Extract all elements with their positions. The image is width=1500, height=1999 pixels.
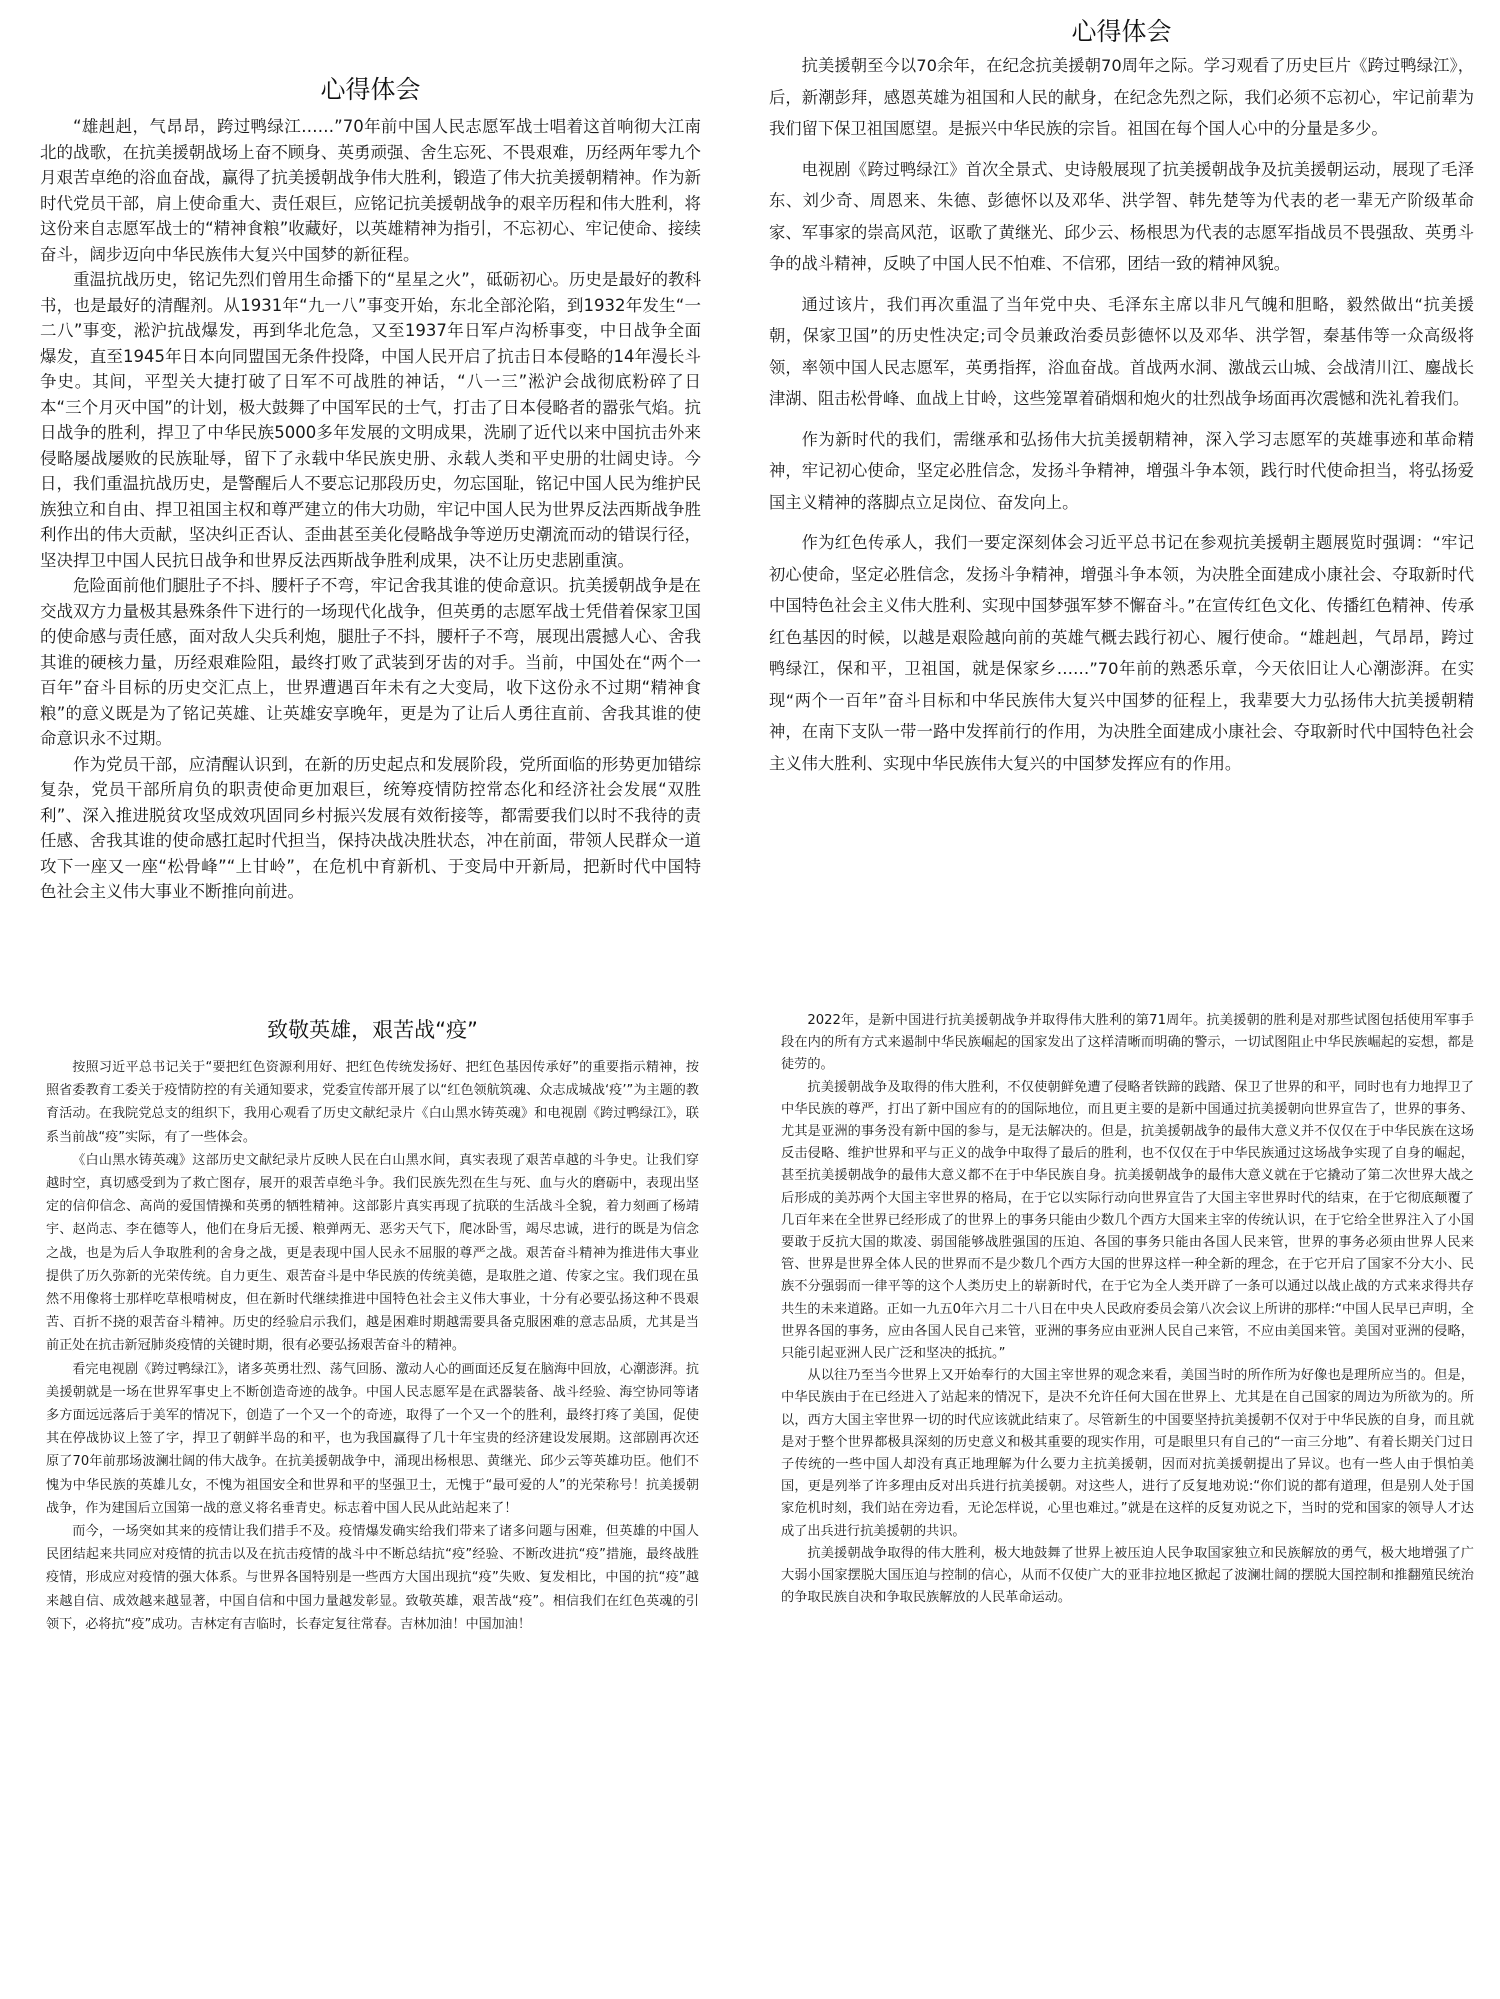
essay-panel-3 bbox=[0, 1002, 741, 1999]
essay-title: 心得体会 bbox=[1071, 17, 1172, 46]
essay-panel-1 bbox=[0, 0, 741, 1002]
paragraph: 作为新时代的我们，需继承和弘扬伟大抗美援朝精神，深入学习志愿军的英雄事迹和革命精神，牢记初心使命，坚定必胜信念，发扬斗争精神，增强斗争本领，践行时代使命担当，将弘扬爱国主义精神的落脚点立足岗位、奋发向上。 bbox=[769, 429, 1474, 512]
paragraph: 抗美援朝战争取得的伟大胜利，极大地鼓舞了世界上被压迫人民争取国家独立和民族解放的勇气，极大地增强了广大弱小国家摆脱大国压迫与控制的信心，从而不仅使广大的亚非拉地区掀起了波澜壮阔的摆脱大国控制和推翻殖民统治的争取民族自决和争取民族解放的人民革命运动。 bbox=[781, 1545, 1474, 1606]
paragraph: 抗美援朝至今以70余年，在纪念抗美援朝70周年之际。学习观看了历史巨片《跨过鸭绿江》，后，新潮彭拜，感恩英雄为祖国和人民的献身，在纪念先烈之际，我们必须不忘初心，牢记前辈为我们留下保卫祖国愿望。是振兴中华民族的宗旨。祖国在每个国人心中的分量是多少。 bbox=[769, 56, 1474, 138]
paragraph: 而今，一场突如其来的疫情让我们措手不及。疫情爆发确实给我们带来了诸多问题与困难，但英雄的中国人民团结起来共同应对疫情的抗击以及在抗击疫情的战斗中不断总结抗“疫”经验、不断改进抗“疫”措施，最终战胜疫情，形成应对疫情的强大体系。与世界各国特别是一些西方大国出现抗“疫”失败、复发相比，中国的抗“疫”越来越自信、成效越来越显著，中国自信和中国力量越发彰显。致敬英雄，艰苦战“疫”。相信我们在红色英魂的引领下，必将抗“疫”成功。吉林定有吉临时，长春定复往常春。吉林加油！中国加油！ bbox=[46, 1524, 699, 1632]
paragraph: 《白山黑水铸英魂》这部历史文献纪录片反映人民在白山黑水间，真实表现了艰苦卓越的斗争史。让我们穿越时空，真切感受到为了救亡图存，展开的艰苦卓绝斗争。我们民族先烈在生与死、血与火的磨砺中，表现出坚定的信仰信念、高尚的爱国情操和英勇的牺牲精神。这部影片真实再现了抗联的生活战斗全貌，着力刻画了杨靖宇、赵尚志、李在德等人，他们在身后无援、粮弹两无、恶劣天气下，爬冰卧雪，竭尽忠诚，进行的既是为信念之战，也是为后人争取胜利的舍身之战，更是表现中国人民永不屈服的尊严之战。艰苦奋斗精神为推进伟大事业提供了历久弥新的光荣传统。自力更生、艰苦奋斗是中华民族的传统美德，是取胜之道、传家之宝。我们现在虽然不用像将士那样吃草根啃树皮，但在新时代继续推进中国特色社会主义伟大事业，十分有必要弘扬这种不畏艰苦、百折不挠的艰苦奋斗精神。历史的经验启示我们，越是困难时期越需要具备克服困难的意志品质，尤其是当前正处在抗击新冠肺炎疫情的关键时期，很有必要弘扬艰苦奋斗的精神。 bbox=[46, 1152, 699, 1354]
essay-title: 致敬英雄，艰苦战“疫” bbox=[267, 1018, 478, 1042]
paragraph: 通过该片，我们再次重温了当年党中央、毛泽东主席以非凡气魄和胆略，毅然做出“抗美援朝，保家卫国”的历史性决定;司令员兼政治委员彭德怀以及邓华、洪学智，秦基伟等一众高级将领，率领中国人民志愿军，英勇指挥，浴血奋战。首战两水洞、激战云山城、会战清川江、鏖战长津湖、阻击松骨峰、血战上甘岭，这些笼罩着硝烟和炮火的壮烈战争场面再次震憾和洗礼着我们。 bbox=[769, 294, 1474, 408]
paragraph: 抗美援朝战争及取得的伟大胜利，不仅使朝鲜免遭了侵略者铁蹄的践踏、保卫了世界的和平，同时也有力地捍卫了中华民族的尊严，打出了新中国应有的的国际地位，而且更主要的是新中国通过抗美援朝向世界宣告了，世界的事务、尤其是亚洲的事务没有新中国的参与，是无法解决的。但是，抗美援朝战争的最伟大意义并不仅仅在于中华民族在这场反击侵略、维护世界和平与正义的战争中取得了最后的胜利，也不仅仅在于中华民族通过这场战争实现了自身的崛起，甚至抗美援朝战争的最伟大意义都不在于中华民族自身。抗美援朝战争的最伟大意义就在于它撬动了第二次世界大战之后形成的美苏两个大国主宰世界的格局，在于它以实际行动向世界宣告了大国主宰世界时代的结束，在于它彻底颠覆了几百年来在全世界已经形成了的世界上的事务只能由少数几个西方大国来主宰的传统认识，在于它给全世界注入了小国要敢于反抗大国的欺凌、弱国能够战胜强国的压迫、各国的事务只能由各国人民来管，世界的事务必须由世界人民来管、世界是世界全体人民的世界而不是少数几个西方大国的世界这样一种全新的理念，在于它开启了国家不分大小、民族不分强弱而一律平等的这个人类历史上的崭新时代，在于它为全人类开辟了一条可以通过以战止战的方式来求得共存共生的未来道路。正如一九五0年六月二十八日在中央人民政府委员会第八次会议上所讲的那样:“中国人民早已声明，全世界各国的事务，应由各国人民自己来管，亚洲的事务应由亚洲人民自己来管，不应由美国来管。美国对亚洲的侵略，只能引起亚洲人民广泛和坚决的抵抗。” bbox=[781, 1079, 1474, 1362]
paragraph: “雄赳赳，气昂昂，跨过鸭绿江……”70年前中国人民志愿军战士唱着这首响彻大江南北的战歌，在抗美援朝战场上奋不顾身、英勇顽强、舍生忘死、不畏艰难，历经两年零九个月艰苦卓绝的浴血奋战，赢得了抗美援朝战争伟大胜利，锻造了伟大抗美援朝精神。作为新时代党员干部，肩上使命重大、责任艰巨，应铭记抗美援朝战争的艰辛历程和伟大胜利，将这份来自志愿军战士的“精神食粮”收藏好，以英雄精神为指引，不忘初心、牢记使命、接续奋斗，阔步迈向中华民族伟大复兴中国梦的新征程。 bbox=[40, 117, 701, 264]
paragraph: 从以往乃至当今世界上又开始奉行的大国主宰世界的观念来看，美国当时的所作所为好像也是理所应当的。但是，中华民族由于在已经进入了站起来的情况下，是决不允许任何大国在世界上、尤其是在自己国家的周边为所欲为的。所以，西方大国主宰世界一切的时代应该就此结束了。尽管新生的中国要坚持抗美援朝不仅对于中华民族的自身，而且就是对于整个世界都极具深刻的历史意义和极其重要的现实作用，可是眼里只有自己的“一亩三分地”、有着长期关门过日子传统的一些中国人却没有真正地理解为什么要力主抗美援朝，因而对抗美援朝提出了异议。也有一些人由于惧怕美国，更是列举了许多理由反对出兵进行抗美援朝。对这些人，进行了反复地劝说:“你们说的都有道理，但是别人处于国家危机时刻，我们站在旁边看，无论怎样说，心里也难过。”就是在这样的反复劝说之下，当时的党和国家的领导人才达成了出兵进行抗美援朝的共识。 bbox=[781, 1368, 1474, 1539]
essay-body bbox=[40, 114, 701, 905]
paragraph: 作为党员干部，应清醒认识到，在新的历史起点和发展阶段，党所面临的形势更加错综复杂，党员干部所肩负的职责使命更加艰巨，统筹疫情防控常态化和经济社会发展“双胜利”、深入推进脱贫攻坚成效巩固同乡村振兴发展有效衔接等，都需要我们以时不我待的责任感、舍我其谁的使命感扛起时代担当，保持决战决胜状态，冲在前面，带领人民群众一道攻下一座又一座“松骨峰”“上甘岭”，在危机中育新机、于变局中开新局，把新时代中国特色社会主义伟大事业不断推向前进。 bbox=[40, 754, 701, 901]
essay-panel-4 bbox=[741, 1002, 1500, 1999]
paragraph: 按照习近平总书记关于“要把红色资源利用好、把红色传统发扬好、把红色基因传承好”的重要指示精神，按照省委教育工委关于疫情防控的有关通知要求，党委宣传部开展了以“红色领航筑魂、众志成城战‘疫’”为主题的教育活动。在我院党总支的组织下，我用心观看了历史文献纪录片《白山黑水铸英魂》和电视剧《跨过鸭绿江》，联系当前战“疫”实际，有了一些体会。 bbox=[46, 1060, 699, 1145]
paragraph: 重温抗战历史，铭记先烈们曾用生命播下的“星星之火”，砥砺初心。历史是最好的教科书，也是最好的清醒剂。从1931年“九一八”事变开始，东北全部沦陷，到1932年发生“一二八”事变，淞沪抗战爆发，再到华北危急，又至1937年日军卢沟桥事变，中日战争全面爆发，直至1945年日本向同盟国无条件投降，中国人民开启了抗击日本侵略的14年漫长斗争史。其间，平型关大捷打破了日军不可战胜的神话，“八一三”淞沪会战彻底粉碎了日本“三个月灭中国”的计划，极大鼓舞了中国军民的士气，打击了日本侵略者的嚣张气焰。抗日战争的胜利，捍卫了中华民族5000多年发展的文明成果，洗刷了近代以来中国抗击外来侵略屡战屡败的民族耻辱，留下了永载中华民族史册、永载人类和平史册的壮阔史诗。今日，我们重温抗战历史，是警醒后人不要忘记那段历史，勿忘国耻，铭记中国人民为维护民族独立和自由、捍卫祖国主权和尊严建立的伟大功勋，牢记中国人民为世界反法西斯战争胜利作出的伟大贡献，坚决纠正否认、歪曲甚至美化侵略战争等逆历史潮流而动的错误行径，坚决捍卫中国人民抗日战争和世界反法西斯战争胜利成果，决不让历史悲剧重演。 bbox=[40, 270, 701, 570]
paragraph: 危险面前他们腿肚子不抖、腰杆子不弯，牢记舍我其谁的使命意识。抗美援朝战争是在交战双方力量极其悬殊条件下进行的一场现代化战争，但英勇的志愿军战士凭借着保家卫国的使命感与责任感，面对敌人尖兵利炮，腿肚子不抖，腰杆子不弯，展现出震撼人心、舍我其谁的硬核力量，历经艰难险阻，最终打败了武装到牙齿的对手。当前，中国处在“两个一百年”奋斗目标的历史交汇点上，世界遭遇百年未有之大变局，收下这份永不过期“精神食粮”的意义既是为了铭记英雄、让英雄安享晚年，更是为了让后人勇往直前、舍我其谁的使命意识永不过期。 bbox=[40, 576, 701, 748]
paragraph: 看完电视剧《跨过鸭绿江》，诸多英勇壮烈、荡气回肠、激动人心的画面还反复在脑海中回放，心潮澎湃。抗美援朝就是一场在世界军事史上不断创造奇迹的战争。中国人民志愿军是在武器装备、战斗经验、海空协同等诸多方面远远落后于美军的情况下，创造了一个又一个的奇迹，取得了一个又一个的胜利，最终打疼了美国，促使其在停战协议上签了字，捍卫了朝鲜半岛的和平，也为我国赢得了几十年宝贵的经济建设发展期。这部剧再次还原了70年前那场波澜壮阔的伟大战争。在抗美援朝战争中，涌现出杨根思、黄继光、邱少云等英雄功臣。他们不愧为中华民族的英雄儿女，不愧为祖国安全和世界和平的坚强卫士，无愧于“最可爱的人”的光荣称号！抗美援朝战争，作为建国后立国第一战的意义将名垂青史。标志着中国人民从此站起来了！ bbox=[46, 1361, 699, 1516]
essay-body bbox=[781, 1010, 1474, 1609]
essay-body bbox=[46, 1056, 699, 1636]
paragraph: 作为红色传承人，我们一要定深刻体会习近平总书记在参观抗美援朝主题展览时强调：“牢记初心使命，坚定必胜信念，发扬斗争精神，增强斗争本领，为决胜全面建成小康社会、夺取新时代中国特色社会主义伟大胜利、实现中国梦强军梦不懈奋斗。”在宣传红色文化、传播红色精神、传承红色基因的时候，以越是艰险越向前的英雄气概去践行初心、履行使命。“雄赳赳，气昂昂，跨过鸭绿江，保和平，卫祖国，就是保家乡……”70年前的熟悉乐章，今天依旧让人心潮澎湃。在实现“两个一百年”奋斗目标和中华民族伟大复兴中国梦的征程上，我辈要大力弘扬伟大抗美援朝精神，在南下支队一带一路中发挥前行的作用，为决胜全面建成小康社会、夺取新时代中国特色社会主义伟大胜利、实现中华民族伟大复兴的中国梦发挥应有的作用。 bbox=[769, 533, 1474, 773]
paragraph: 电视剧《跨过鸭绿江》首次全景式、史诗般展现了抗美援朝战争及抗美援朝运动，展现了毛泽东、刘少奇、周恩来、朱德、彭德怀以及邓华、洪学智、韩先楚等为代表的老一辈无产阶级革命家、军事家的崇高风范，讴歌了黄继光、邱少云、杨根思为代表的志愿军指战员不畏强敌、英勇斗争的战斗精神，反映了中国人民不怕难、不信邪，团结一致的精神风貌。 bbox=[769, 159, 1474, 273]
paragraph: 2022年，是新中国进行抗美援朝战争并取得伟大胜利的第71周年。抗美援朝的胜利是对那些试图包括使用军事手段在内的所有方式来遏制中华民族崛起的国家发出了这样清晰而明确的警示，一切试图阻止中华民族崛起的妄想，都是徒劳的。 bbox=[781, 1013, 1474, 1073]
essay-body bbox=[769, 50, 1474, 779]
essay-panel-2 bbox=[741, 0, 1500, 1002]
essay-title: 心得体会 bbox=[320, 75, 421, 104]
